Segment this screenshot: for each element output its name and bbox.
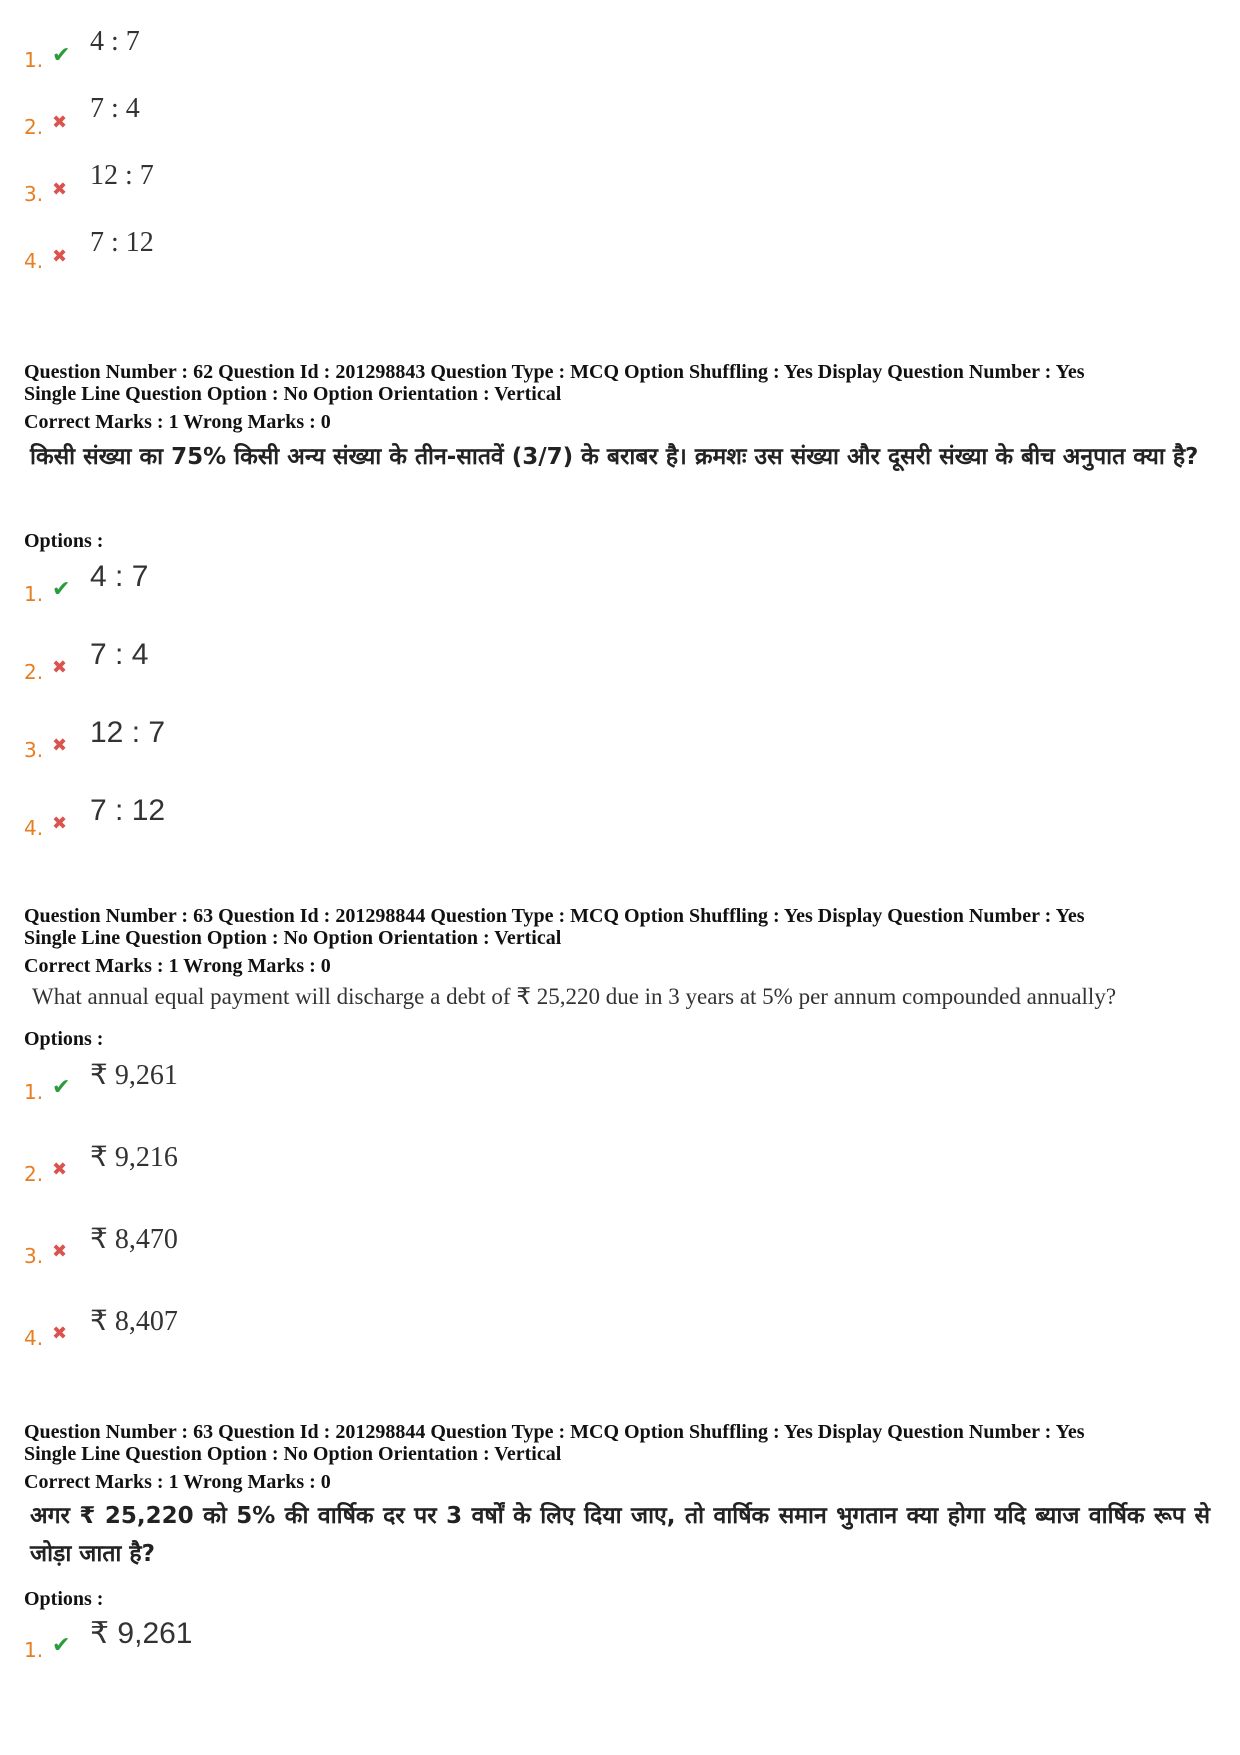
option-value: ₹ 8,470 [90, 1224, 178, 1255]
question-meta-2: Single Line Question Option : No Option Orientation : Vertical [24, 383, 562, 405]
option-number: 2. [24, 660, 44, 684]
cross-icon: ✖ [52, 179, 68, 200]
question-meta: Question Number : 63 Question Id : 201298844 Question Type : MCQ Option Shuffling : Yes Display Question Number : Yes [24, 905, 1085, 927]
option-number: 1. [24, 48, 44, 72]
cross-icon: ✖ [52, 1159, 68, 1180]
option-value: 12 : 7 [90, 716, 166, 749]
option-value: 7 : 12 [90, 794, 166, 827]
option-value: ₹ 9,261 [90, 1617, 193, 1650]
option-value: 12 : 7 [90, 160, 154, 191]
cross-icon: ✖ [52, 246, 68, 267]
option-value: 7 : 4 [90, 93, 140, 124]
option-number: 3. [24, 738, 44, 762]
question-text: अगर ₹ 25,220 को 5% की वार्षिक दर पर 3 वर्षों के लिए दिया जाए, तो वार्षिक समान भुगतान क्या होगा यदि ब्याज वार्षिक रूप से जोड़ा जाता है? [30, 1503, 1210, 1567]
option-number: 4. [24, 249, 44, 273]
check-icon: ✔ [52, 1075, 71, 1100]
option-value: 4 : 7 [90, 560, 149, 593]
option-value: ₹ 8,407 [90, 1306, 178, 1337]
option-number: 2. [24, 1162, 44, 1186]
check-icon: ✔ [52, 43, 71, 68]
option-number: 2. [24, 115, 44, 139]
option-value: ₹ 9,261 [90, 1060, 178, 1091]
option-number: 4. [24, 1326, 44, 1350]
question-text: किसी संख्या का 75% किसी अन्य संख्या के तीन-सातवें (3/7) के बराबर है। क्रमशः उस संख्या और दूसरी संख्या के बीच अनुपात क्या है? [30, 444, 1199, 470]
question-meta: Question Number : 63 Question Id : 201298844 Question Type : MCQ Option Shuffling : Yes Display Question Number : Yes [24, 1421, 1085, 1443]
cross-icon: ✖ [52, 112, 68, 133]
option-number: 1. [24, 582, 44, 606]
cross-icon: ✖ [52, 813, 68, 834]
option-number: 1. [24, 1080, 44, 1104]
question-marks: Correct Marks : 1 Wrong Marks : 0 [24, 1471, 331, 1493]
question-marks: Correct Marks : 1 Wrong Marks : 0 [24, 955, 331, 977]
question-meta-2: Single Line Question Option : No Option Orientation : Vertical [24, 1443, 562, 1465]
option-number: 3. [24, 182, 44, 206]
option-value: 7 : 4 [90, 638, 149, 671]
options-label: Options : [24, 1028, 104, 1050]
options-label: Options : [24, 530, 104, 552]
option-number: 1. [24, 1638, 44, 1662]
option-value: 7 : 12 [90, 227, 154, 258]
question-meta-2: Single Line Question Option : No Option Orientation : Vertical [24, 927, 562, 949]
question-text: What annual equal payment will discharge a debt of ₹ 25,220 due in 3 years at 5% per annum compounded annually? [32, 984, 1117, 1009]
cross-icon: ✖ [52, 657, 68, 678]
options-label: Options : [24, 1588, 104, 1610]
cross-icon: ✖ [52, 735, 68, 756]
check-icon: ✔ [52, 577, 71, 602]
option-number: 4. [24, 816, 44, 840]
cross-icon: ✖ [52, 1241, 68, 1262]
option-value: 4 : 7 [90, 26, 140, 57]
question-marks: Correct Marks : 1 Wrong Marks : 0 [24, 411, 331, 433]
check-icon: ✔ [52, 1633, 71, 1658]
option-number: 3. [24, 1244, 44, 1268]
option-value: ₹ 9,216 [90, 1142, 178, 1173]
question-meta: Question Number : 62 Question Id : 201298843 Question Type : MCQ Option Shuffling : Yes Display Question Number : Yes [24, 361, 1085, 383]
cross-icon: ✖ [52, 1323, 68, 1344]
